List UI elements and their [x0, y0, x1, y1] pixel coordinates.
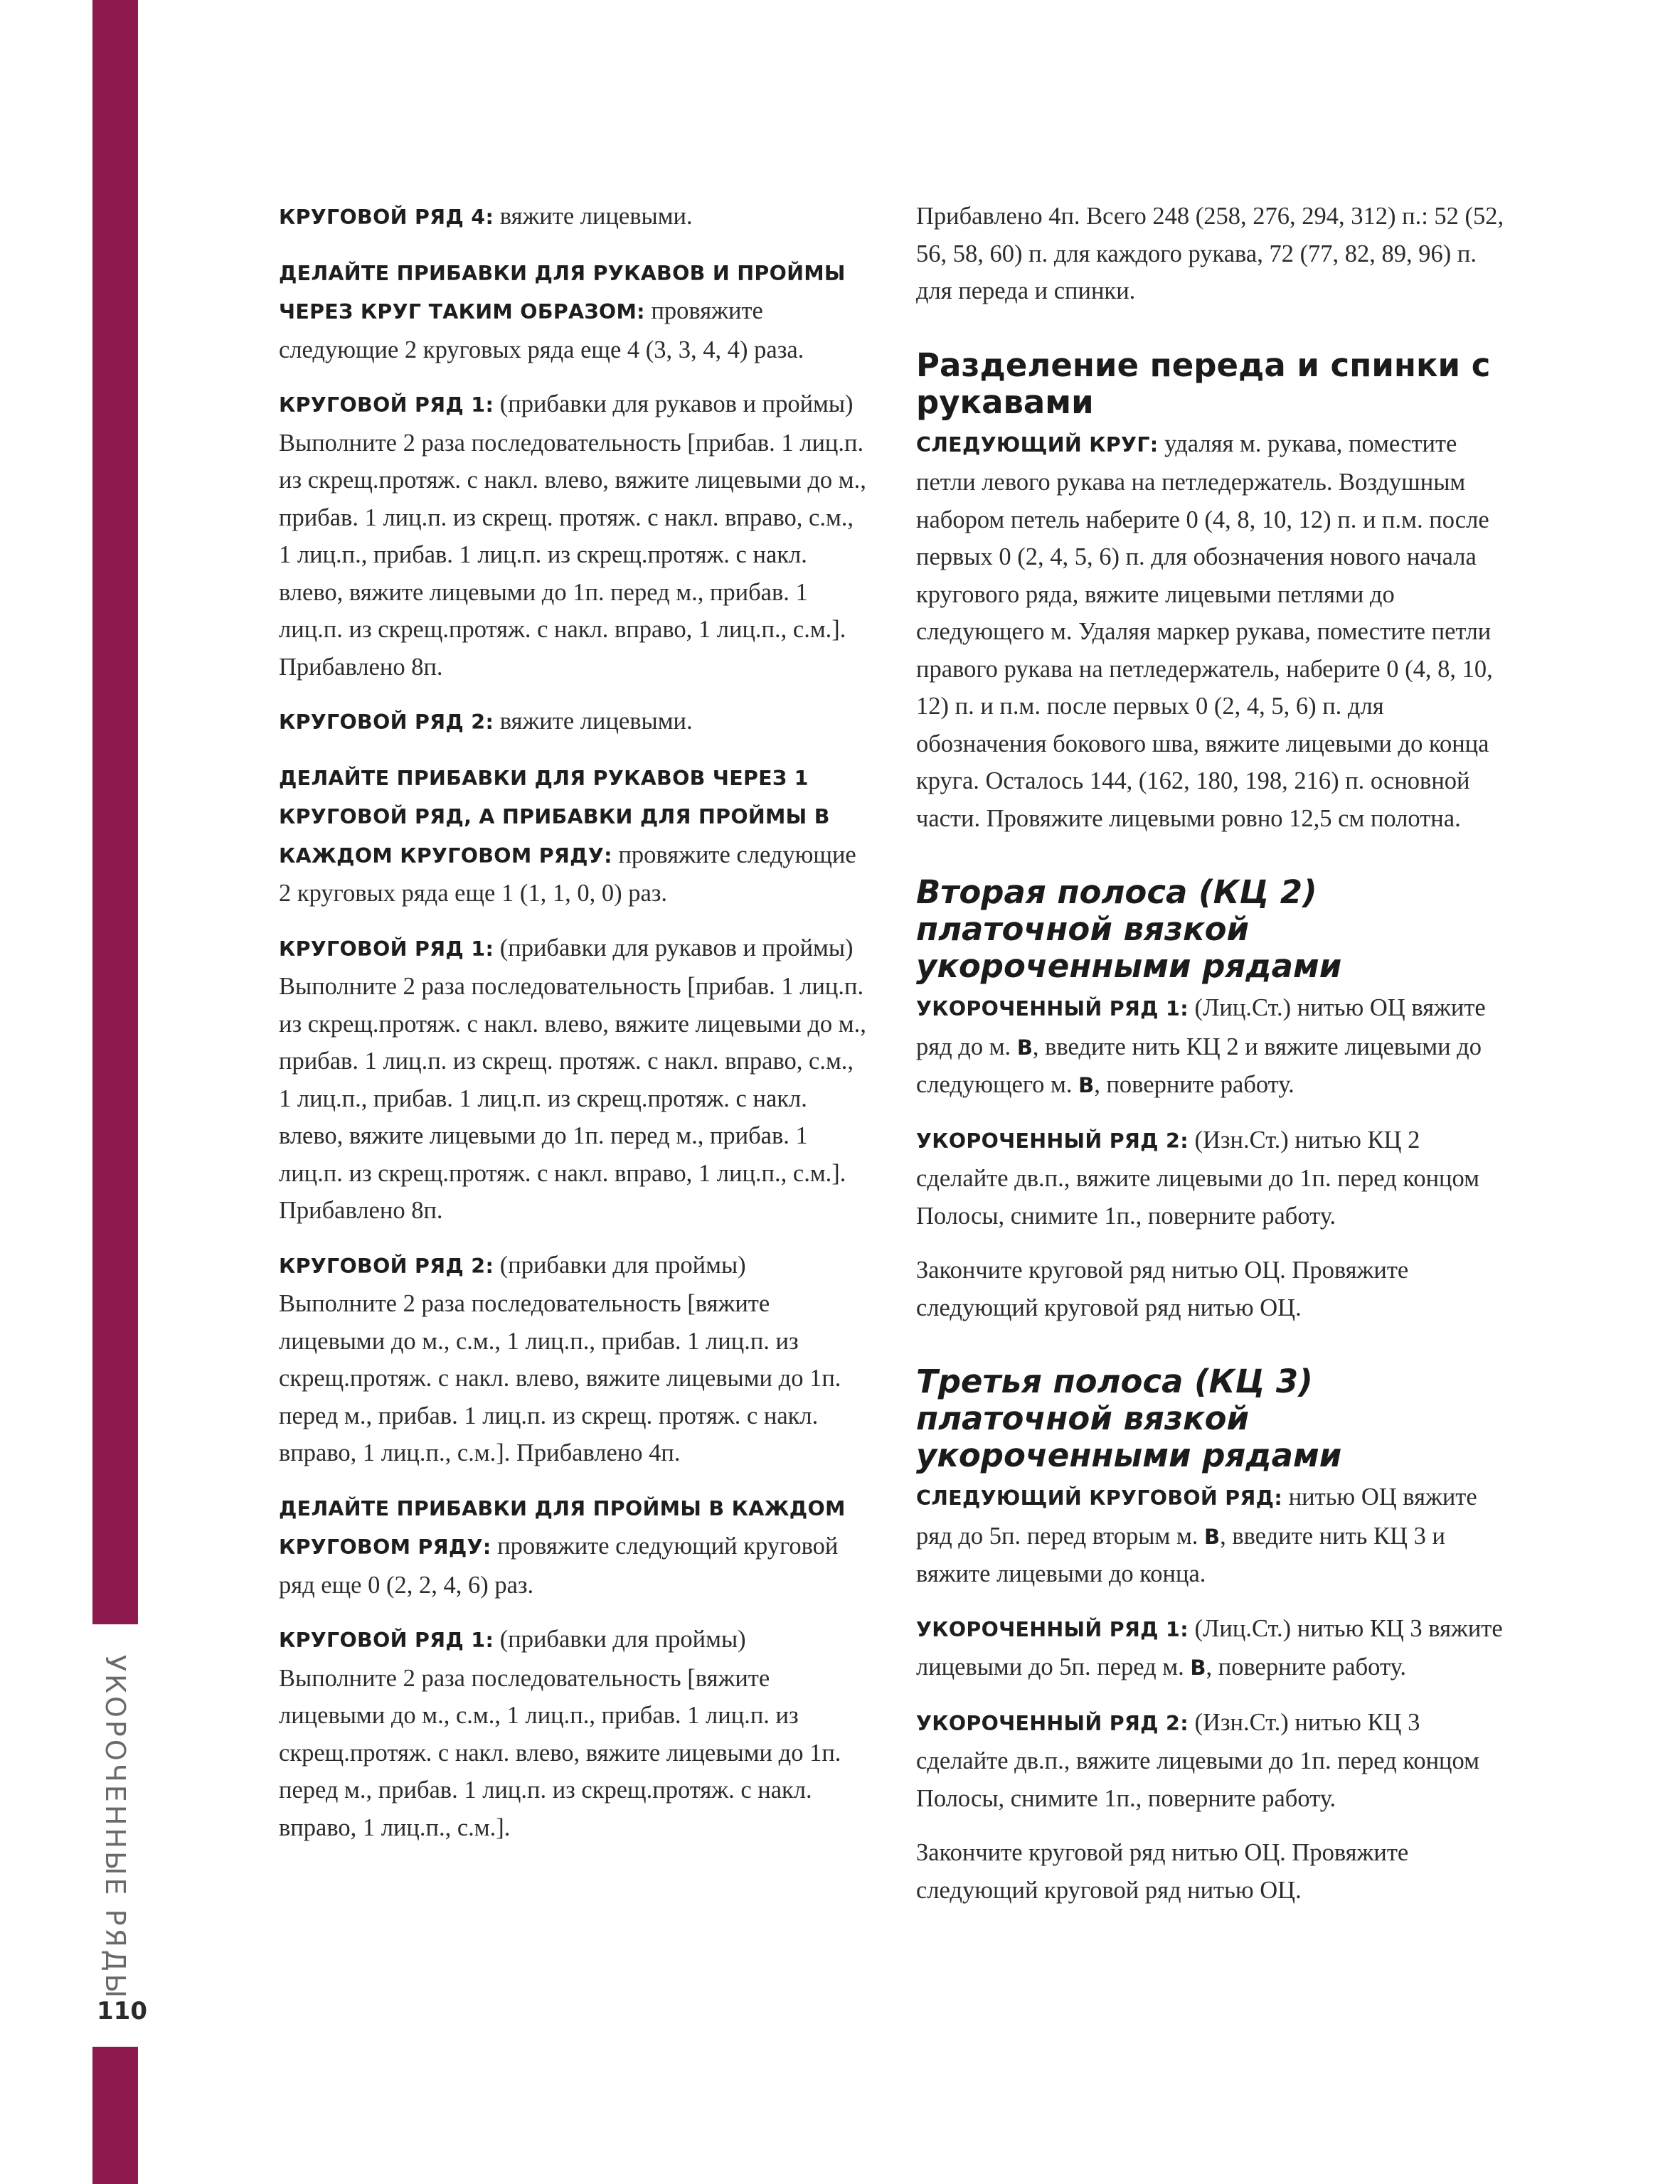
instruction-paragraph [916, 1834, 1506, 1909]
instruction-paragraph [279, 703, 869, 742]
instruction-paragraph [279, 1247, 869, 1472]
marker-symbol: B [1016, 1035, 1033, 1060]
instruction-text: , введите нить КЦ 3 и вяжите лицевыми до конца. [916, 1522, 1445, 1587]
instruction-paragraph [916, 1704, 1506, 1818]
row-label: ДЕЛАЙТЕ ПРИБАВКИ ДЛЯ РУКАВОВ И ПРОЙМЫ ЧЕРЕЗ КРУГ ТАКИМ ОБРАЗОМ: [279, 261, 846, 324]
instruction-paragraph [916, 425, 1506, 838]
instruction-text: провяжите следующие 2 круговых ряда еще 4 (3, 3, 4, 4) раза. [279, 297, 804, 363]
row-label: УКОРОЧЕННЫЙ РЯД 1: [916, 1617, 1189, 1641]
marker-symbol: B [1190, 1656, 1206, 1680]
instruction-paragraph [279, 1489, 869, 1604]
instruction-paragraph [279, 1621, 869, 1846]
instruction-text: (Изн.Ст.) нитью КЦ 3 сделайте дв.п., вяжите лицевыми до 1п. перед концом Полосы, снимите 1п., поверните работу. [916, 1708, 1479, 1812]
instruction-text: (Лиц.Ст.) нитью ОЦ вяжите ряд до м. [916, 994, 1486, 1060]
instruction-paragraph [916, 1610, 1506, 1687]
instruction-paragraph [279, 929, 869, 1230]
instruction-paragraph [916, 1479, 1506, 1593]
section-heading: Разделение переда и спинки с рукавами [916, 346, 1491, 421]
row-label: ДЕЛАЙТЕ ПРИБАВКИ ДЛЯ ПРОЙМЫ В КАЖДОМ КРУГОВОМ РЯДУ: [279, 1496, 846, 1559]
right-column [916, 198, 1506, 1926]
section-title-vertical: УКОРОЧЕННЫЕ РЯДЫ [100, 1654, 131, 2001]
page-number: 110 [97, 1997, 147, 2025]
left-column [279, 198, 869, 1863]
marker-symbol: B [1204, 1524, 1221, 1549]
row-label: УКОРОЧЕННЫЙ РЯД 2: [916, 1129, 1189, 1153]
row-label: СЛЕДУЮЩИЙ КРУГ: [916, 432, 1159, 457]
row-label: КРУГОВОЙ РЯД 1: [279, 937, 494, 961]
instruction-text: провяжите следующий круговой ряд еще 0 (2, 2, 4, 6) раз. [279, 1533, 839, 1599]
marker-symbol: B [1078, 1073, 1095, 1097]
instruction-paragraph [916, 1122, 1506, 1235]
instruction-text: (прибавки для проймы) Выполните 2 раза последовательность [вяжите лицевыми до м., с.м., 1 лиц.п., прибав. 1 лиц.п. из скрещ.протяж. с накл. влево, вяжите лицевыми до 1п. перед м., прибав. 1 лиц.п. из скрещ.протяж. с накл. вправо, 1 лиц.п., с.м.]. [279, 1626, 841, 1841]
instruction-paragraph [916, 989, 1506, 1104]
instruction-text: Закончите круговой ряд нитью ОЦ. Провяжите следующий круговой ряд нитью ОЦ. [916, 1257, 1409, 1321]
instruction-text: нитью ОЦ вяжите ряд до 5п. перед вторым м. [916, 1483, 1477, 1550]
instruction-paragraph [279, 198, 869, 237]
instruction-paragraph [916, 1252, 1506, 1326]
instruction-text: вяжите лицевыми. [494, 708, 693, 735]
instruction-text: (Лиц.Ст.) нитью КЦ 3 вяжите лицевыми до 5п. перед м. [916, 1614, 1503, 1680]
row-label: КРУГОВОЙ РЯД 1: [279, 393, 494, 417]
instruction-text: , введите нить КЦ 2 и вяжите лицевыми до следующего м. [916, 1033, 1482, 1098]
section-heading: Третья полоса (КЦ 3) платочной вязкой укороченными рядами [916, 1363, 1342, 1474]
row-label: КРУГОВОЙ РЯД 2: [279, 710, 494, 734]
instruction-paragraph [916, 198, 1506, 310]
instruction-text: провяжите следующие 2 круговых ряда еще 1 (1, 1, 0, 0) раз. [279, 841, 856, 907]
row-label: УКОРОЧЕННЫЙ РЯД 1: [916, 997, 1189, 1021]
instruction-text: вяжите лицевыми. [494, 203, 693, 230]
row-label: КРУГОВОЙ РЯД 1: [279, 1629, 494, 1652]
row-label: КРУГОВОЙ РЯД 2: [279, 1254, 494, 1278]
instruction-text: (прибавки для проймы) Выполните 2 раза последовательность [вяжите лицевыми до м., с.м., 1 лиц.п., прибав. 1 лиц.п. из скрещ.протяж. с накл. влево, вяжите лицевыми до 1п. перед м., прибав. 1 лиц.п. из скрещ. протяж. с накл. вправо, 1 лиц.п., с.м.]. Прибавлено 4п. [279, 1251, 841, 1466]
section-heading: Вторая полоса (КЦ 2) платочной вязкой укороченными рядами [916, 873, 1342, 985]
instruction-text: (прибавки для рукавов и проймы) Выполните 2 раза последовательность [прибав. 1 лиц.п. из скрещ.протяж. с накл. влево, вяжите лицевыми до м., прибав. 1 лиц.п. из скрещ. протяж. с накл. вправо, с.м., 1 лиц.п., прибав. 1 лиц.п. из скрещ.протяж. с накл. влево, вяжите лицевыми до 1п. перед м., прибав. 1 лиц.п. из скрещ.протяж. с накл. вправо, 1 лиц.п., с.м.]. Прибавлено 8п. [279, 934, 866, 1224]
sidebar-accent-bar-top [92, 0, 138, 1624]
instruction-text: Прибавлено 4п. Всего 248 (258, 276, 294, 312) п.: 52 (52, 56, 58, 60) п. для каждого рукава, 72 (77, 82, 89, 96) п. для переда и спинки. [916, 203, 1504, 304]
instruction-text: , поверните работу. [1094, 1071, 1294, 1098]
instruction-text: Закончите круговой ряд нитью ОЦ. Провяжите следующий круговой ряд нитью ОЦ. [916, 1839, 1409, 1904]
row-label: УКОРОЧЕННЫЙ РЯД 2: [916, 1711, 1189, 1735]
instruction-paragraph [279, 759, 869, 912]
instruction-paragraph [279, 385, 869, 686]
row-label: КРУГОВОЙ РЯД 4: [279, 206, 494, 229]
instruction-text: (Изн.Ст.) нитью КЦ 2 сделайте дв.п., вяжите лицевыми до 1п. перед концом Полосы, снимите 1п., поверните работу. [916, 1126, 1479, 1230]
row-label: СЛЕДУЮЩИЙ КРУГОВОЙ РЯД: [916, 1486, 1283, 1510]
row-label: ДЕЛАЙТЕ ПРИБАВКИ ДЛЯ РУКАВОВ ЧЕРЕЗ 1 КРУГОВОЙ РЯД, А ПРИБАВКИ ДЛЯ ПРОЙМЫ В КАЖДОМ КРУГОВОМ РЯДУ: [279, 766, 830, 868]
instruction-paragraph [279, 254, 869, 369]
instruction-text: удаляя м. рукава, поместите петли левого рукава на петледержатель. Воздушным набором петель наберите 0 (4, 8, 10, 12) п. и п.м. после первых 0 (2, 4, 5, 6) п. для обозначения нового начала кругового ряда, вяжите лицевыми петлями до следующего м. Удаляя маркер рукава, поместите петли правого рукава на петледержатель, наберите 0 (4, 8, 10, 12) п. и п.м. после первых 0 (2, 4, 5, 6) п. для обозначения бокового шва, вяжите лицевыми до конца круга. Осталось 144, (162, 180, 198, 216) п. основной части. Провяжите лицевыми ровно 12,5 см полотна. [916, 430, 1493, 832]
instruction-text: (прибавки для рукавов и проймы) Выполните 2 раза последовательность [прибав. 1 лиц.п. из скрещ.протяж. с накл. влево, вяжите лицевыми до м., прибав. 1 лиц.п. из скрещ. протяж. с накл. вправо, с.м., 1 лиц.п., прибав. 1 лиц.п. из скрещ.протяж. с накл. влево, вяжите лицевыми до 1п. перед м., прибав. 1 лиц.п. из скрещ.протяж. с накл. вправо, 1 лиц.п., с.м.]. Прибавлено 8п. [279, 390, 866, 681]
sidebar-accent-bar-bottom [92, 2047, 138, 2184]
instruction-text: , поверните работу. [1206, 1653, 1407, 1680]
